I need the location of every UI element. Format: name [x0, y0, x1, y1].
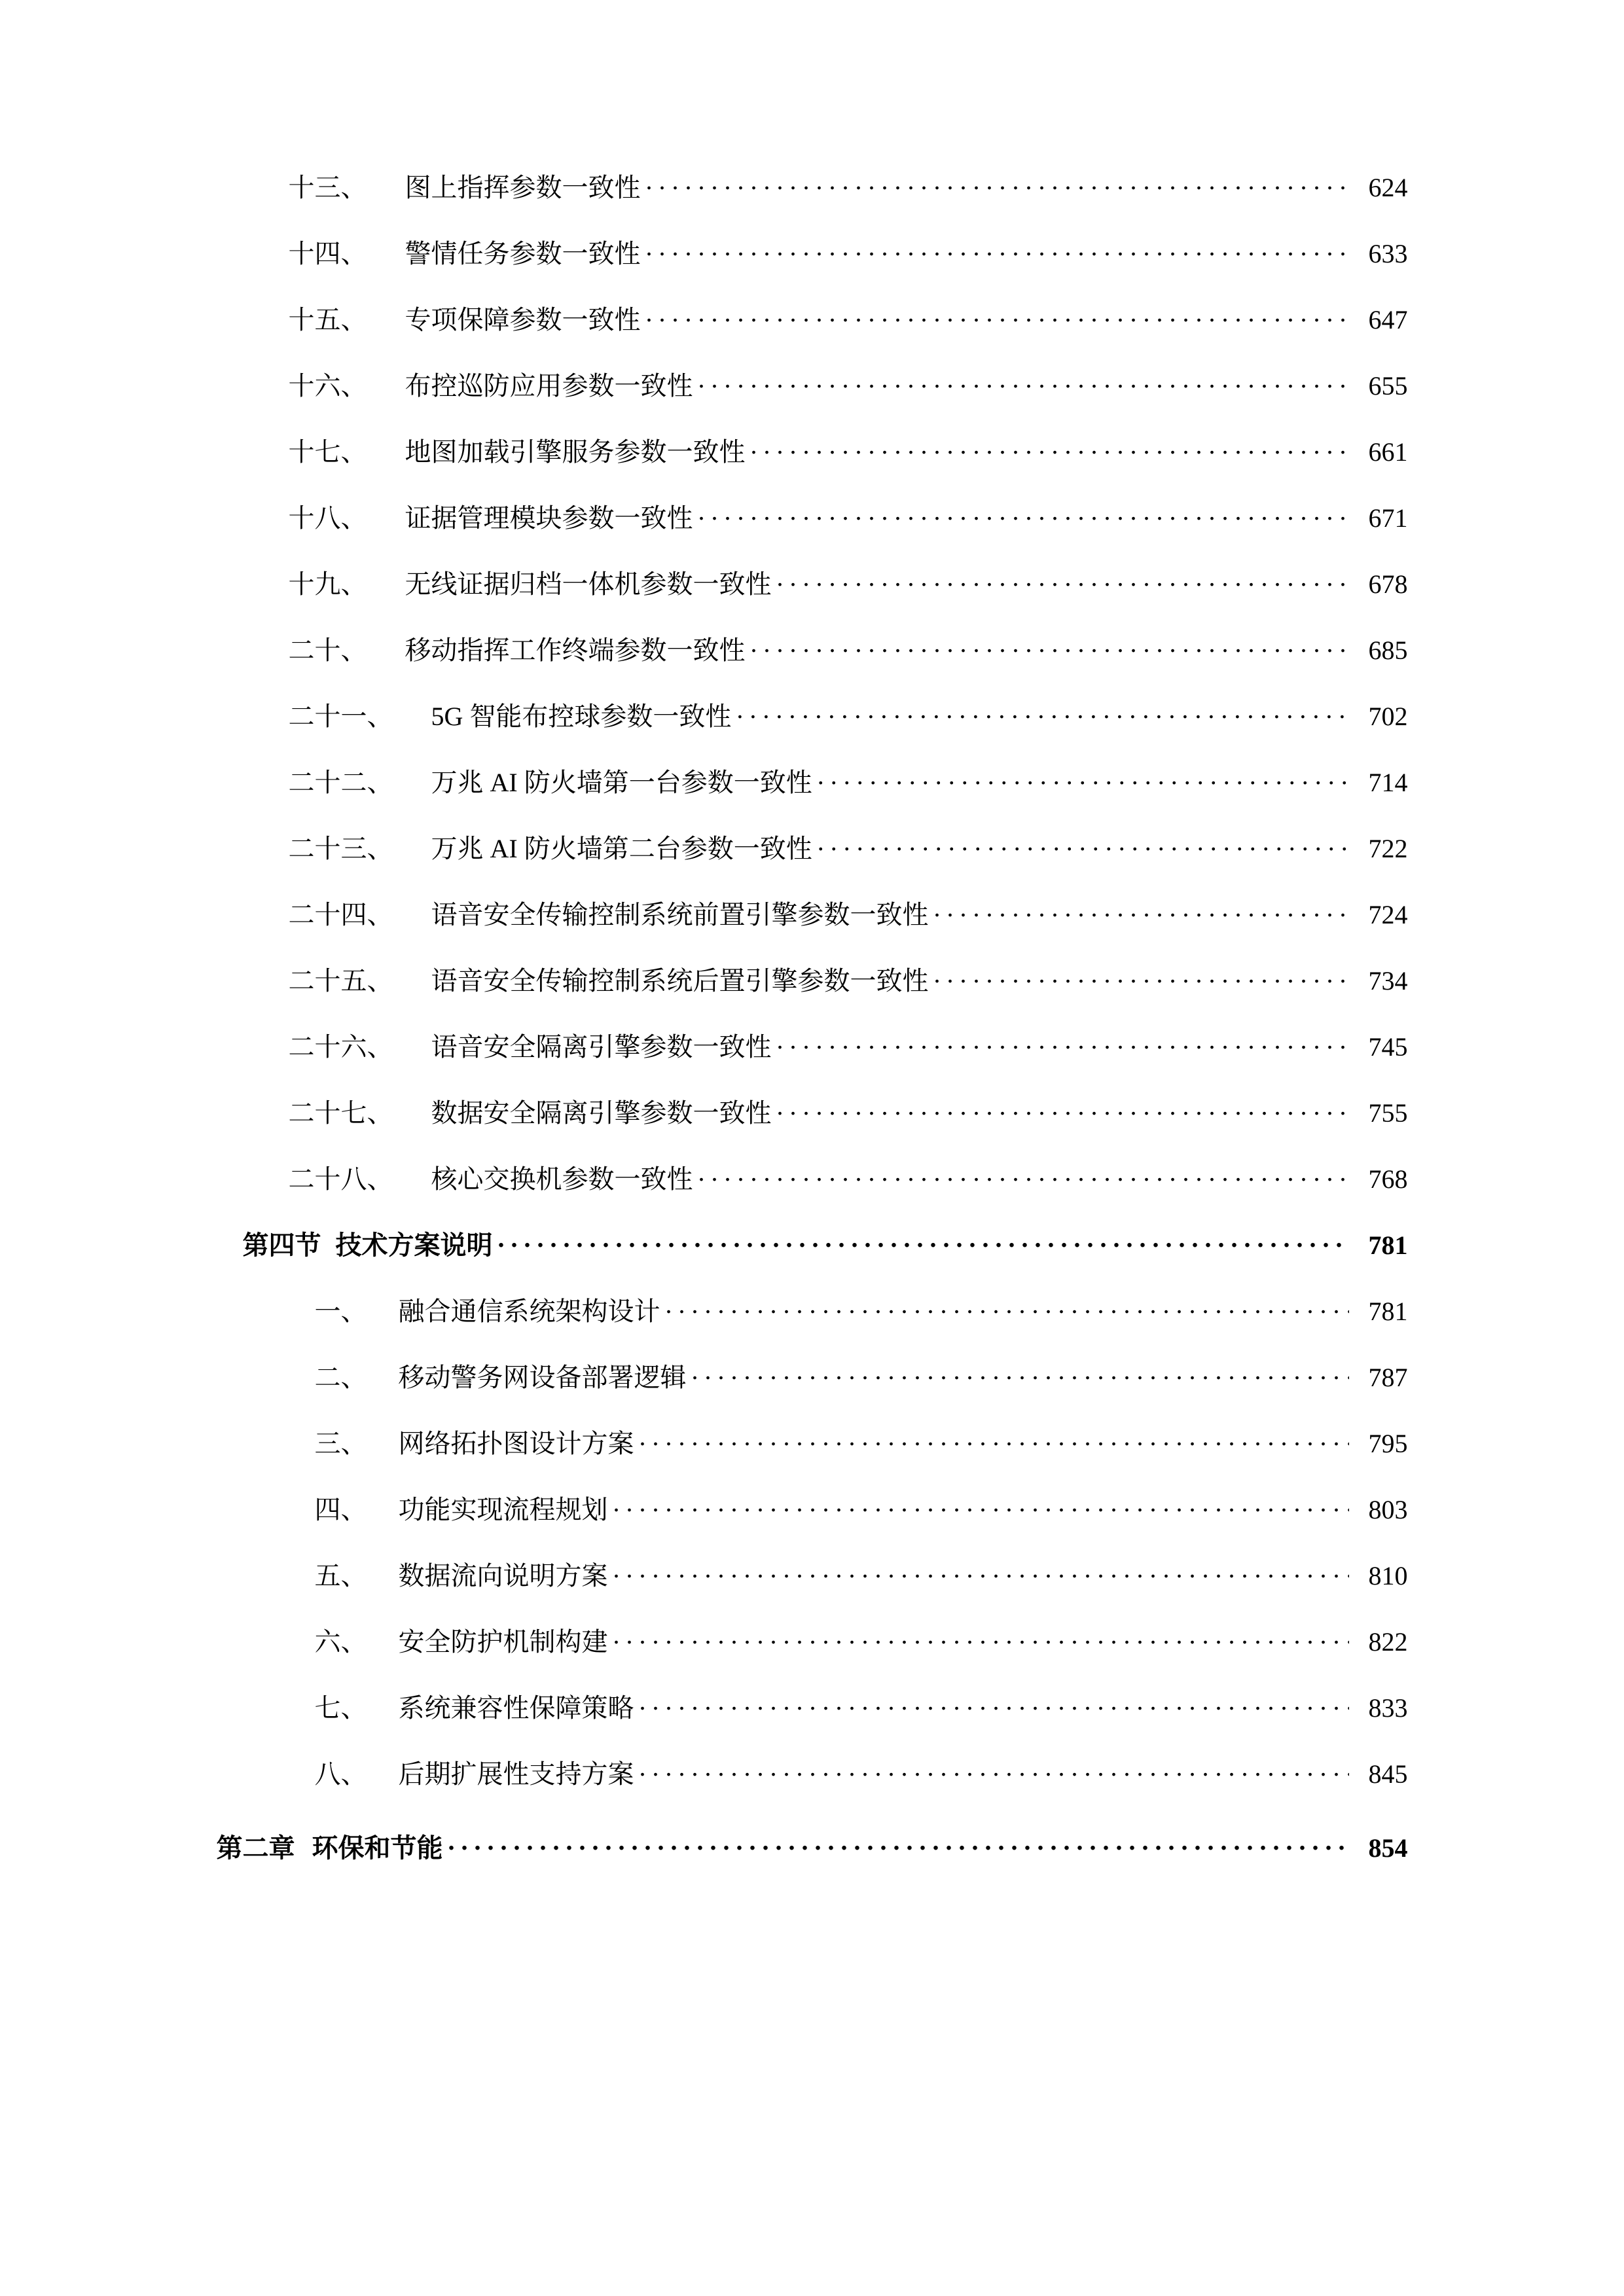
toc-entry-page-number: 671: [1368, 503, 1408, 533]
toc-entry[interactable]: [217, 963, 1408, 994]
toc-entry-number: 十七、: [288, 437, 367, 467]
toc-entry-page-number: 724: [1368, 900, 1408, 929]
toc-dot-leader: [818, 765, 1349, 791]
toc-entry[interactable]: [217, 1831, 1408, 1861]
toc-dot-leader: [613, 1624, 1349, 1651]
toc-entry-number: 六、: [314, 1627, 367, 1657]
toc-entry-page-number: 624: [1368, 173, 1408, 202]
toc-entry[interactable]: [217, 368, 1408, 399]
toc-entry-page-number: 787: [1368, 1363, 1408, 1392]
toc-entry-title: 融合通信系统架构设计: [398, 1297, 660, 1326]
toc-entry-page-number: 810: [1368, 1561, 1408, 1590]
toc-entry-page-number: 655: [1368, 371, 1408, 401]
toc-entry-number: 十三、: [288, 173, 367, 202]
toc-dot-leader: [646, 302, 1349, 329]
toc-entry-number: 二十三、: [288, 834, 393, 863]
toc-dot-leader: [640, 1426, 1349, 1452]
toc-entry[interactable]: [217, 1492, 1408, 1523]
toc-dot-leader: [777, 1030, 1349, 1056]
toc-entry-number: 七、: [314, 1693, 367, 1723]
toc-dot-leader: [448, 1831, 1349, 1857]
toc-entry-number: 十四、: [288, 239, 367, 268]
toc-entry[interactable]: [217, 1558, 1408, 1589]
toc-entry-page-number: 722: [1368, 834, 1408, 863]
toc-entry[interactable]: [217, 897, 1408, 928]
toc-dot-leader: [698, 501, 1349, 527]
toc-dot-leader: [818, 831, 1349, 857]
toc-dot-leader: [666, 1294, 1349, 1320]
toc-entry[interactable]: [217, 1162, 1408, 1193]
toc-dot-leader: [736, 699, 1348, 725]
toc-entry-title: 语音安全传输控制系统前置引擎参数一致性: [431, 900, 929, 929]
toc-entry-page-number: 685: [1368, 636, 1408, 665]
toc-entry[interactable]: [217, 1691, 1408, 1721]
toc-dot-leader: [498, 1228, 1349, 1254]
toc-entry-title: 证据管理模块参数一致性: [405, 503, 693, 533]
toc-entry-number: 二十八、: [288, 1164, 393, 1194]
toc-entry[interactable]: [217, 1757, 1408, 1787]
toc-entry-page-number: 678: [1368, 569, 1408, 599]
toc-entry-title: 技术方案说明: [335, 1230, 493, 1260]
toc-entry-number: 二十六、: [288, 1032, 393, 1062]
toc-entry-title: 核心交换机参数一致性: [431, 1164, 693, 1194]
toc-dot-leader: [613, 1558, 1349, 1585]
toc-entry[interactable]: [217, 765, 1408, 796]
toc-entry-page-number: 833: [1368, 1693, 1408, 1723]
toc-entry-number: 四、: [314, 1495, 367, 1524]
toc-entry[interactable]: [217, 501, 1408, 531]
toc-entry-title: 地图加载引擎服务参数一致性: [405, 437, 746, 467]
toc-dot-leader: [777, 1096, 1349, 1122]
toc-entry-title: 系统兼容性保障策略: [398, 1693, 634, 1723]
toc-entry-number: 二十、: [288, 636, 367, 665]
toc-dot-leader: [692, 1360, 1349, 1386]
toc-entry-number: 二十五、: [288, 966, 393, 996]
toc-entry-page-number: 781: [1368, 1297, 1408, 1326]
toc-entry-title: 数据安全隔离引擎参数一致性: [431, 1098, 772, 1128]
toc-entry-page-number: 702: [1368, 702, 1408, 731]
toc-entry-page-number: 854: [1368, 1833, 1408, 1863]
toc-entry-number: 二十二、: [288, 768, 393, 797]
toc-entry[interactable]: [217, 236, 1408, 267]
toc-entry-number: 十九、: [288, 569, 367, 599]
toc-entry[interactable]: [217, 1096, 1408, 1126]
toc-entry-number: 二十四、: [288, 900, 393, 929]
toc-dot-leader: [751, 633, 1349, 659]
toc-entry-title: 数据流向说明方案: [398, 1561, 608, 1590]
toc-entry-page-number: 845: [1368, 1759, 1408, 1789]
toc-entry-page-number: 745: [1368, 1032, 1408, 1062]
toc-entry[interactable]: [217, 302, 1408, 333]
toc-dot-leader: [934, 897, 1349, 924]
toc-entry-number: 第四节: [242, 1230, 321, 1260]
toc-entry-title: 布控巡防应用参数一致性: [405, 371, 693, 401]
toc-entry-page-number: 714: [1368, 768, 1408, 797]
toc-entry-title: 万兆 AI 防火墙第一台参数一致性: [431, 768, 812, 797]
toc-entry[interactable]: [217, 1294, 1408, 1325]
toc-dot-leader: [640, 1757, 1349, 1783]
toc-entry[interactable]: [217, 1228, 1408, 1259]
toc-entry-page-number: 755: [1368, 1098, 1408, 1128]
toc-entry-title: 万兆 AI 防火墙第二台参数一致性: [431, 834, 812, 863]
toc-dot-leader: [640, 1691, 1349, 1717]
toc-entry-title: 专项保障参数一致性: [405, 305, 641, 334]
toc-dot-leader: [751, 435, 1349, 461]
toc-entry-number: 八、: [314, 1759, 367, 1789]
toc-entry-page-number: 768: [1368, 1164, 1408, 1194]
toc-entry-page-number: 661: [1368, 437, 1408, 467]
toc-entry-number: 二、: [314, 1363, 367, 1392]
toc-entry-title: 功能实现流程规划: [398, 1495, 608, 1524]
toc-entry-number: 二十七、: [288, 1098, 393, 1128]
toc-entry-number: 五、: [314, 1561, 367, 1590]
toc-dot-leader: [777, 567, 1349, 593]
toc-entry-page-number: 734: [1368, 966, 1408, 996]
toc-entry-number: 第二章: [216, 1833, 295, 1863]
toc-entry-title: 安全防护机制构建: [398, 1627, 608, 1657]
toc-entry-page-number: 781: [1368, 1230, 1408, 1260]
toc-dot-leader: [698, 368, 1349, 395]
toc-dot-leader: [934, 963, 1349, 990]
toc-entry-number: 三、: [314, 1429, 367, 1458]
toc-entry-number: 十八、: [288, 503, 367, 533]
toc-dot-leader: [613, 1492, 1349, 1518]
toc-entry-title: 无线证据归档一体机参数一致性: [405, 569, 772, 599]
toc-entry-title: 网络拓扑图设计方案: [398, 1429, 634, 1458]
toc-entry[interactable]: [217, 1360, 1408, 1391]
toc-entry-title: 环保和节能: [312, 1833, 443, 1863]
toc-entry[interactable]: [217, 1624, 1408, 1655]
toc-entry-number: 十六、: [288, 371, 367, 401]
toc-entry-page-number: 795: [1368, 1429, 1408, 1458]
toc-entry-page-number: 822: [1368, 1627, 1408, 1657]
toc-entry-number: 二十一、: [288, 702, 393, 731]
toc-entry-title: 移动指挥工作终端参数一致性: [405, 636, 746, 665]
toc-dot-leader: [698, 1162, 1349, 1188]
toc-entry-page-number: 633: [1368, 239, 1408, 268]
toc-entry-title: 语音安全隔离引擎参数一致性: [431, 1032, 772, 1062]
toc-entry[interactable]: [217, 567, 1408, 598]
toc-entry[interactable]: [217, 633, 1408, 664]
toc-entry-title: 后期扩展性支持方案: [398, 1759, 634, 1789]
toc-entry-page-number: 647: [1368, 305, 1408, 334]
toc-entry-title: 5G 智能布控球参数一致性: [431, 702, 732, 731]
toc-dot-leader: [646, 170, 1349, 196]
toc-entry-number: 十五、: [288, 305, 367, 334]
toc-entry[interactable]: [217, 1030, 1408, 1060]
toc-entry-title: 移动警务网设备部署逻辑: [398, 1363, 687, 1392]
toc-entry[interactable]: [217, 699, 1408, 730]
toc-entry[interactable]: [217, 170, 1408, 201]
toc-entry-title: 警情任务参数一致性: [405, 239, 641, 268]
toc-entry[interactable]: [217, 831, 1408, 862]
toc-entry-title: 图上指挥参数一致性: [405, 173, 641, 202]
toc-entry[interactable]: [217, 435, 1408, 465]
toc-entry-page-number: 803: [1368, 1495, 1408, 1524]
toc-entry[interactable]: [217, 1426, 1408, 1457]
toc-entry-title: 语音安全传输控制系统后置引擎参数一致性: [431, 966, 929, 996]
toc-dot-leader: [646, 236, 1349, 262]
toc-entry-number: 一、: [314, 1297, 367, 1326]
table-of-contents: [217, 170, 1408, 1861]
